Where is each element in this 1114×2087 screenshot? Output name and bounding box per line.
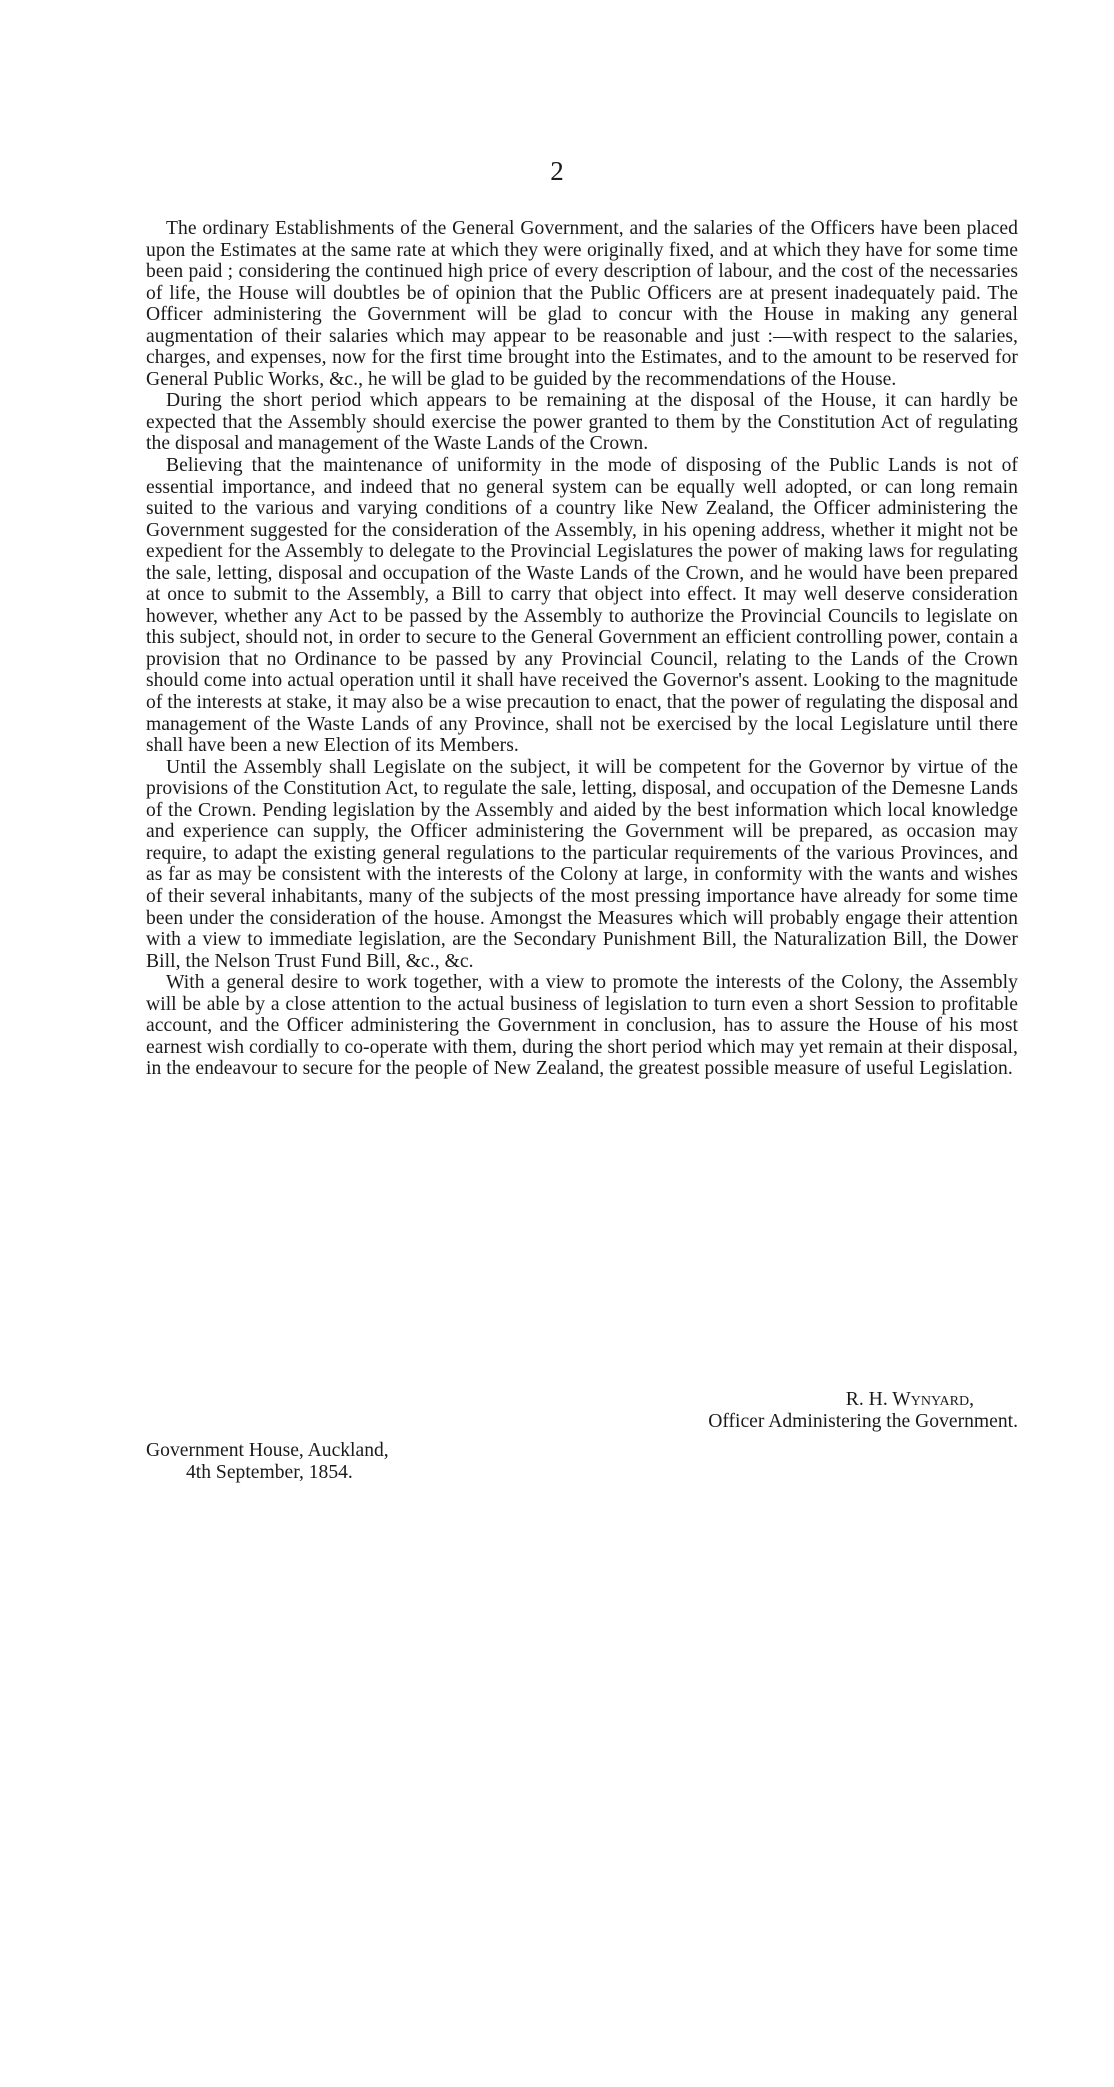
signature-block (146, 1389, 1018, 1433)
document-date: 4th September, 1854. (186, 1462, 353, 1483)
paragraph-conclusion: With a general desire to work together, with a view to promote the interests of the Colony, the Assembly will be able by a close attention to the actual business of legislation to turn even a short Session to profitable account, and the Officer administering the Government in conclusion, has to assure the House of his most earnest wish cordially to co-operate with them, during the short period which may yet remain at their disposal, in the endeavour to secure for the people of New Zealand, the greatest possible measure of useful Legislation. (146, 972, 1018, 1080)
place-location: Government House, Auckland, (146, 1440, 389, 1461)
page-number: 2 (550, 156, 564, 186)
paragraph-public-lands: Believing that the maintenance of uniformity in the mode of disposing of the Public Lands is not of essential importance, and indeed that no general system can be equally well adopted, or can long remain suited to the various and varying conditions of a country like New Zealand, the Officer administering the Government suggested for the consideration of the Assembly, in his opening address, whether it might not be expedient for the Assembly to delegate to the Provincial Legislatures the power of making laws for regulating the sale, letting, disposal and occupation of the Waste Lands of the Crown, and he would have been prepared at once to submit to the Assembly, a Bill to carry that object into effect. It may well deserve consideration however, whether any Act to be passed by the Assembly to authorize the Provincial Councils to legislate on this subject, should not, in order to secure to the General Government an efficient controlling power, contain a provision that no Ordinance to be passed by any Provincial Council, relating to the Lands of the Crown should come into actual operation until it shall have received the Governor's assent. Looking to the magnitude of the interests at stake, it may also be a wise precaution to enact, that the power of regulating the disposal and management of the Waste Lands of any Province, shall not be exercised by the local Legislature until there shall have been a new Election of its Members. (146, 455, 1018, 757)
paragraph-estimates: The ordinary Establishments of the General Government, and the salaries of the Officers have been placed upon the Estimates at the same rate at which they were originally fixed, and at which they have for some time been paid ; considering the continued high price of every description of labour, and the cost of the necessaries of life, the House will doubtles be of opinion that the Public Officers are at present inadequately paid. The Officer administering the Government will be glad to concur with the House in making any general augmentation of their salaries which may appear to be reasonable and just :—with respect to the salaries, charges, and expenses, now for the first time brought into the Estimates, and to the amount to be reserved for General Public Works, &c., he will be glad to be guided by the recommendations of the House. (146, 218, 1018, 390)
place-and-date (146, 1440, 389, 1484)
signatory-title: Officer Administering the Government. (708, 1411, 1018, 1432)
message-body (146, 218, 1018, 1080)
paragraph-legislation: Until the Assembly shall Legislate on the subject, it will be competent for the Governor by virtue of the provisions of the Constitution Act, to regulate the sale, letting, disposal, and occupation of the Demesne Lands of the Crown. Pending legislation by the Assembly and aided by the best information which local knowledge and experience can supply, the Officer administering the Government will be prepared, as occasion may require, to adapt the existing general regulations to the particular requirements of the various Provinces, and as far as may be consistent with the interests of the Colony at large, in conformity with the wants and wishes of their several inhabitants, many of the subjects of the most pressing importance have already for some time been under the consideration of the house. Amongst the Measures which will probably engage their attention with a view to immediate legislation, are the Secondary Punishment Bill, the Naturalization Bill, the Dower Bill, the Nelson Trust Fund Bill, &c., &c. (146, 756, 1018, 972)
paragraph-short-period: During the short period which appears to be remaining at the disposal of the House, it can hardly be expected that the Assembly should exercise the power granted to them by the Constitution Act of regulating the disposal and management of the Waste Lands of the Crown. (146, 390, 1018, 455)
signatory-name: R. H. Wynyard, (845, 1389, 974, 1410)
